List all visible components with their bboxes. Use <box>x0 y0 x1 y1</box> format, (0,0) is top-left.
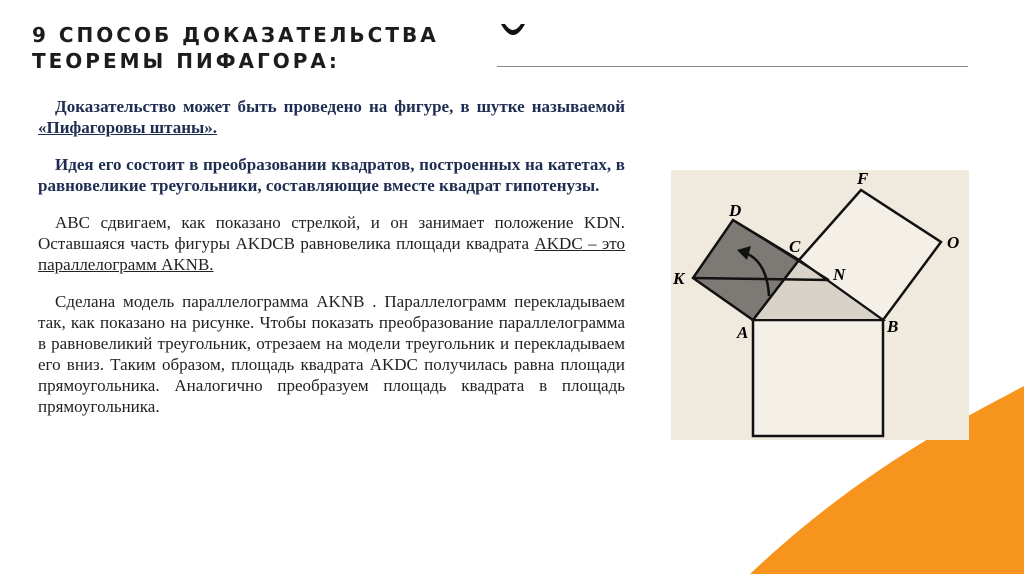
label-k: K <box>673 269 685 288</box>
pythagorean-pants-link: «Пифагоровы штаны». <box>38 118 218 137</box>
paragraph-3-text: ABC сдвигаем, как показано стрелкой, и он занимает положение KDN. Оставшаяся часть фигуры AKDCB равновелика площади квадрата <box>38 213 625 253</box>
figure-drawing <box>671 170 969 440</box>
label-c: C <box>789 237 801 256</box>
paragraph-4 <box>38 291 625 417</box>
slide-title <box>32 22 439 74</box>
title-line-2: ТЕОРЕМЫ ПИФАГОРА: <box>32 49 340 73</box>
label-o: O <box>947 233 960 252</box>
label-f: F <box>857 170 869 188</box>
paragraph-1 <box>38 96 625 138</box>
bowl-shape-icon <box>497 20 529 44</box>
title-underline <box>497 66 968 67</box>
pythagoras-figure <box>671 170 969 440</box>
paragraph-3-underlined: AKDC – это параллелограмм AKNB. <box>38 234 626 274</box>
label-a: A <box>737 323 749 342</box>
paragraph-2-text: Идея его состоит в преобразовании квадратов, построенных на катетах, в равновеликие треугольники, составляющие вместе квадрат гипотенузы. <box>38 155 625 195</box>
paragraph-4-text: Сделана модель параллелограмма AKNB . Параллелограмм перекладываем так, как показано на рисунке. Чтобы показать преобразование параллелограмма в равновеликий треугольник, отрезаем на модели треугольник и перекладываем его вниз. Таким образом, площадь квадрата AKDC получилась равна площади прямоугольника. Аналогично преобразуем площадь квадрата в площадь прямоугольника. <box>38 292 625 416</box>
paragraph-1-text: Доказательство может быть проведено на фигуре, в шутке называемой <box>55 97 625 116</box>
title-line-1: 9 СПОСОБ ДОКАЗАТЕЛЬСТВА <box>32 23 439 47</box>
paragraph-2 <box>38 154 625 196</box>
proof-text <box>38 96 625 433</box>
hypotenuse-square <box>753 320 883 436</box>
label-d: D <box>729 201 742 220</box>
label-b: B <box>887 317 899 336</box>
paragraph-3 <box>38 212 625 275</box>
label-n: N <box>833 265 846 284</box>
